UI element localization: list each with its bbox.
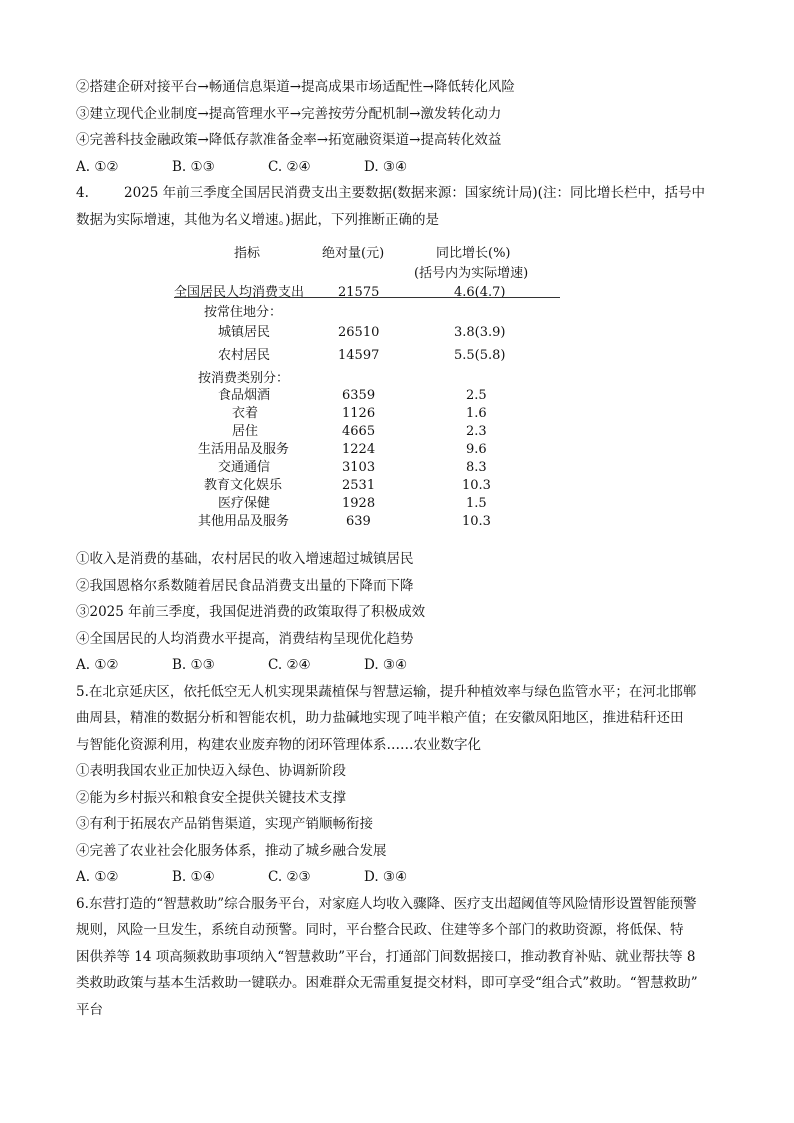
row-label: 其他用品及服务: [198, 514, 290, 529]
row-label: 交通通信: [218, 460, 271, 475]
table-row-total: [174, 284, 560, 302]
answer-d: D. ③④: [364, 657, 408, 673]
header-growth-note: (括号内为实际增速): [414, 266, 529, 281]
option-4: ④完善了农业社会化服务体系，推动了城乡融合发展: [76, 842, 387, 859]
row-label: 食品烟酒: [218, 388, 271, 403]
option-2: ②能为乡村振兴和粮食安全提供关键技术支撑: [76, 789, 346, 806]
section-label-residence: [174, 304, 560, 322]
table-row: [174, 441, 560, 459]
stem-line: 6.东营打造的“智慧救助”综合服务平台，对家庭人均收入骤降、医疗支出超阈值等风险情形设置智能预警: [76, 895, 697, 912]
row-growth: 2.3: [466, 424, 487, 439]
row-amount: 14597: [338, 348, 380, 363]
stem-line: 5.在北京延庆区，依托低空无人机实现果蔬植保与智慧运输，提升种植效率与绿色监管水平；在河北邯郸: [76, 683, 697, 700]
row-growth: 9.6: [466, 442, 487, 457]
stem-line: 与智能化资源利用，构建农业废弃物的闭环管理体系……农业数字化: [76, 736, 481, 753]
option-3: ③建立现代企业制度→提高管理水平→完善按劳分配机制→激发转化动力: [76, 105, 502, 122]
row-amount: 21575: [338, 285, 380, 300]
table-row: [174, 423, 560, 441]
table-row: [174, 347, 560, 365]
header-amount: 绝对量(元): [322, 246, 385, 261]
row-label: 城镇居民: [218, 325, 271, 340]
answer-a: A. ①②: [76, 158, 119, 175]
table-rule: [174, 297, 560, 298]
exam-page: [76, 74, 726, 234]
row-label: 全国居民人均消费支出: [174, 285, 305, 300]
answer-b: B. ①③: [172, 158, 215, 175]
row-amount: 3103: [342, 460, 376, 475]
option-4: ④全国居民的人均消费水平提高，消费结构呈现优化趋势: [76, 630, 414, 647]
header-indicator: 指标: [234, 246, 261, 261]
stem-line: 曲周县，精准的数据分析和智能农机，助力盐碱地实现了吨半粮产值；在安徽凤阳地区，推进秸秆还田: [76, 710, 684, 726]
question-5-answers: [76, 864, 726, 891]
row-growth: 4.6(4.7): [454, 285, 506, 300]
option-2: ②我国恩格尔系数随着居民食品消费支出量的下降而下降: [76, 577, 414, 594]
row-amount: 2531: [342, 478, 376, 493]
header-growth: 同比增长(%): [436, 246, 511, 261]
section-label-category: [174, 370, 560, 388]
question-number: 4.: [76, 185, 89, 201]
answer-c: C. ②④: [268, 158, 311, 175]
answer-c: C. ②④: [268, 657, 311, 673]
stem-line: 类救助政策与基本生活救助一键联办。困难群众无需重复提交材料，即可享受“组合式”救助。“智慧救助”: [76, 975, 698, 991]
question-4-stem-line2: 数据为实际增速，其他为名义增速。)据此，下列推断正确的是: [76, 212, 440, 228]
stem-line: 规则，风险一旦发生，系统自动预警。同时，平台整合民政、住建等多个部门的救助资源，将低保、特: [76, 922, 684, 938]
row-growth: 2.5: [466, 388, 487, 403]
row-growth: 1.6: [466, 406, 487, 421]
stem-line: 困供养等 14 项高频救助事项纳入“智慧救助”平台，打通部门间数据接口，推动教育补贴、就业帮扶等 8: [76, 948, 696, 965]
row-label: 医疗保健: [218, 496, 271, 511]
row-amount: 1126: [342, 406, 376, 421]
table-row: [174, 405, 560, 423]
stem-line: 平台: [76, 1001, 103, 1018]
prev-question-options: [76, 74, 726, 154]
row-growth: 3.8(3.9): [454, 325, 506, 340]
answer-c: C. ②③: [268, 869, 311, 885]
question-5-options: [76, 758, 726, 864]
row-amount: 1928: [342, 496, 376, 511]
question-4-stem: [76, 180, 726, 234]
row-label: 居住: [232, 424, 259, 439]
row-amount: 6359: [342, 388, 376, 403]
question-5-stem: [76, 679, 726, 759]
answer-b: B. ①④: [172, 869, 215, 885]
row-label: 农村居民: [218, 348, 271, 363]
row-amount: 4665: [342, 424, 376, 439]
prev-question-answers: [76, 154, 726, 181]
row-growth: 10.3: [462, 478, 491, 493]
option-3: ③有利于拓展农产品销售渠道，实现产销顺畅衔接: [76, 816, 373, 832]
answer-a: A. ①②: [76, 657, 119, 673]
row-growth: 10.3: [462, 514, 491, 529]
row-growth: 1.5: [466, 496, 487, 511]
question-6-stem: [76, 891, 726, 1024]
option-2: ②搭建企研对接平台→畅通信息渠道→提高成果市场适配性→降低转化风险: [76, 79, 515, 95]
table-row: [174, 324, 560, 342]
question-4-options: [76, 546, 726, 652]
row-growth: 8.3: [466, 460, 487, 475]
answer-d: D. ③④: [364, 869, 408, 885]
questions-continued: [76, 546, 726, 1023]
table-row: [174, 495, 560, 513]
option-1: ①表明我国农业正加快迈入绿色、协调新阶段: [76, 763, 346, 779]
table-row: [174, 387, 560, 405]
question-4-answers: [76, 652, 726, 679]
table-row: [174, 513, 560, 531]
option-3: ③2025 年前三季度，我国促进消费的政策取得了积极成效: [76, 604, 426, 620]
section-label: 按消费类别分：: [198, 371, 290, 386]
answer-d: D. ③④: [364, 158, 408, 175]
table-row: [174, 477, 560, 495]
row-label: 教育文化娱乐: [204, 478, 283, 493]
row-label: 衣着: [232, 406, 259, 421]
row-amount: 1224: [342, 442, 376, 457]
row-label: 生活用品及服务: [198, 442, 290, 457]
row-amount: 26510: [338, 325, 380, 340]
row-amount: 639: [346, 514, 371, 529]
answer-a: A. ①②: [76, 869, 119, 885]
option-4: ④完善科技金融政策→降低存款准备金率→拓宽融资渠道→提高转化效益: [76, 132, 502, 148]
option-1: ①收入是消费的基础，农村居民的收入增速超过城镇居民: [76, 551, 414, 567]
question-4-stem-line1: 2025 年前三季度全国居民消费支出主要数据(数据来源：国家统计局)(注：同比增长栏中，括号中: [124, 185, 705, 201]
table-row: [174, 459, 560, 477]
section-label: 按常住地分：: [204, 305, 283, 320]
answer-b: B. ①③: [172, 657, 215, 673]
row-growth: 5.5(5.8): [454, 348, 506, 363]
